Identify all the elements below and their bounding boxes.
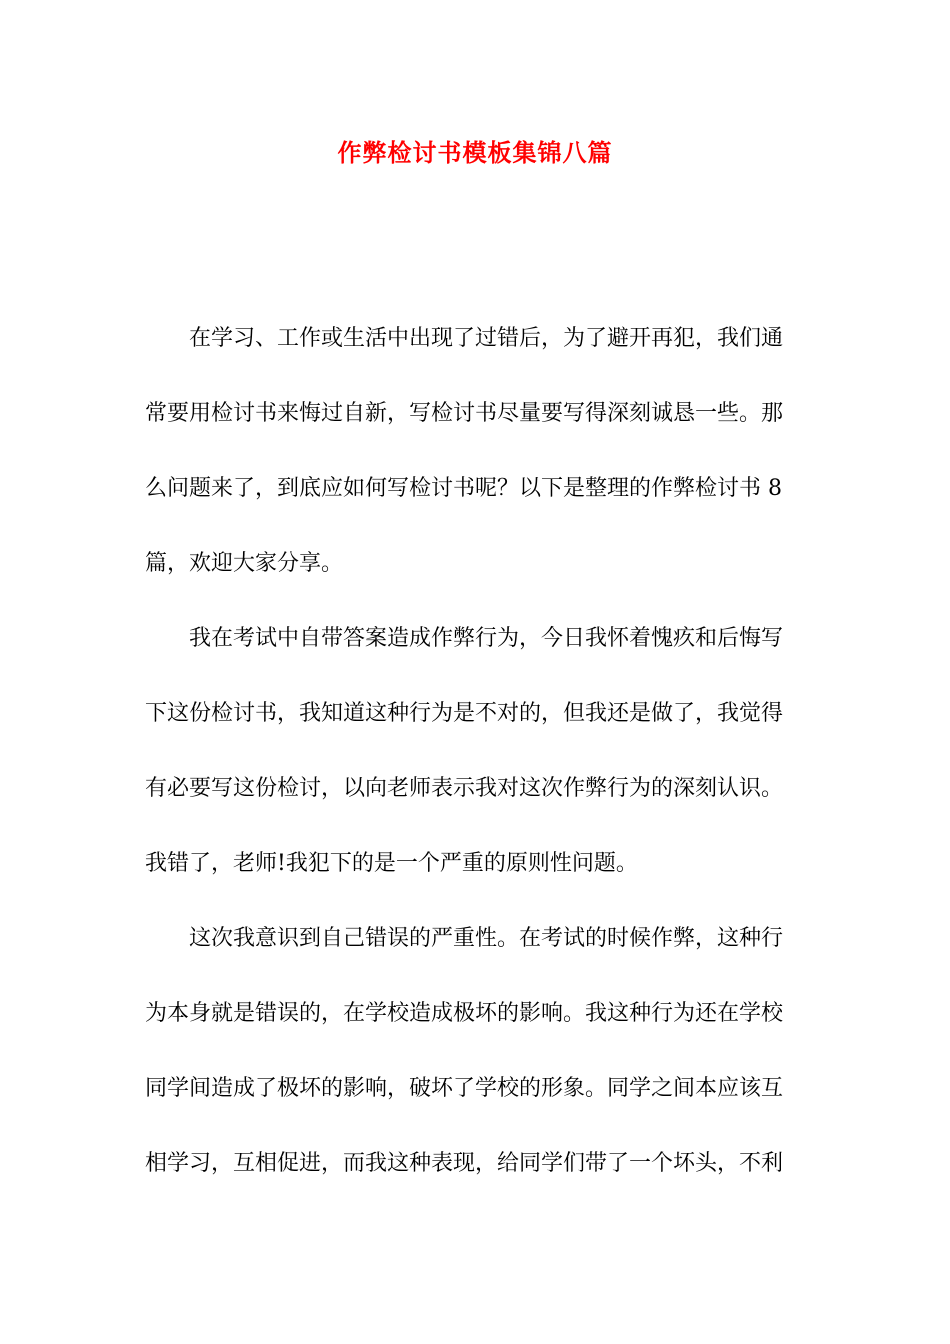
paragraph-3 xyxy=(145,920,807,1183)
line-spacing xyxy=(145,1108,807,1146)
line-spacing xyxy=(145,1033,807,1071)
paragraph-1-line-4: 篇，欢迎大家分享。 xyxy=(145,551,344,576)
paragraph-spacing xyxy=(145,583,807,621)
paragraph-2-line-4: 我错了，老师!我犯下的是一个严重的原则性问题。 xyxy=(145,851,638,876)
line-spacing xyxy=(145,658,807,696)
line-spacing xyxy=(145,508,807,546)
paragraph-2 xyxy=(145,620,807,920)
paragraph-spacing xyxy=(145,883,807,921)
paragraph-2-line-3: 有必要写这份检讨，以向老师表示我对这次作弊行为的深刻认识。 xyxy=(145,776,784,801)
paragraph-3-line-1: 这次我意识到自己错误的严重性。在考试的时候作弊，这种行 xyxy=(189,926,784,951)
paragraph-2-line-2: 下这份检讨书，我知道这种行为是不对的，但我还是做了，我觉得 xyxy=(145,701,784,726)
document-title: 作弊检讨书模板集锦八篇 xyxy=(337,138,613,167)
line-spacing xyxy=(145,733,807,771)
line-spacing xyxy=(145,358,807,396)
paragraph-1-line-2: 常要用检讨书来悔过自新，写检讨书尽量要写得深刻诚恳一些。那 xyxy=(145,401,784,426)
paragraph-1 xyxy=(145,320,807,620)
paragraph-2-line-1: 我在考试中自带答案造成作弊行为，今日我怀着愧疚和后悔写 xyxy=(189,626,784,651)
paragraph-1-line-3: 么问题来了，到底应如何写检讨书呢？以下是整理的作弊检讨书 8 xyxy=(145,476,782,501)
line-spacing xyxy=(145,433,807,471)
line-spacing xyxy=(145,958,807,996)
document-body xyxy=(145,320,807,1183)
paragraph-3-line-4: 相学习，互相促进，而我这种表现，给同学们带了一个坏头，不利 xyxy=(145,1151,784,1176)
paragraph-3-line-3: 同学间造成了极坏的影响，破坏了学校的形象。同学之间本应该互 xyxy=(145,1076,784,1101)
paragraph-1-line-1: 在学习、工作或生活中出现了过错后，为了避开再犯，我们通 xyxy=(189,326,784,351)
paragraph-3-line-2: 为本身就是错误的，在学校造成极坏的影响。我这种行为还在学校 xyxy=(145,1001,784,1026)
line-spacing xyxy=(145,808,807,846)
